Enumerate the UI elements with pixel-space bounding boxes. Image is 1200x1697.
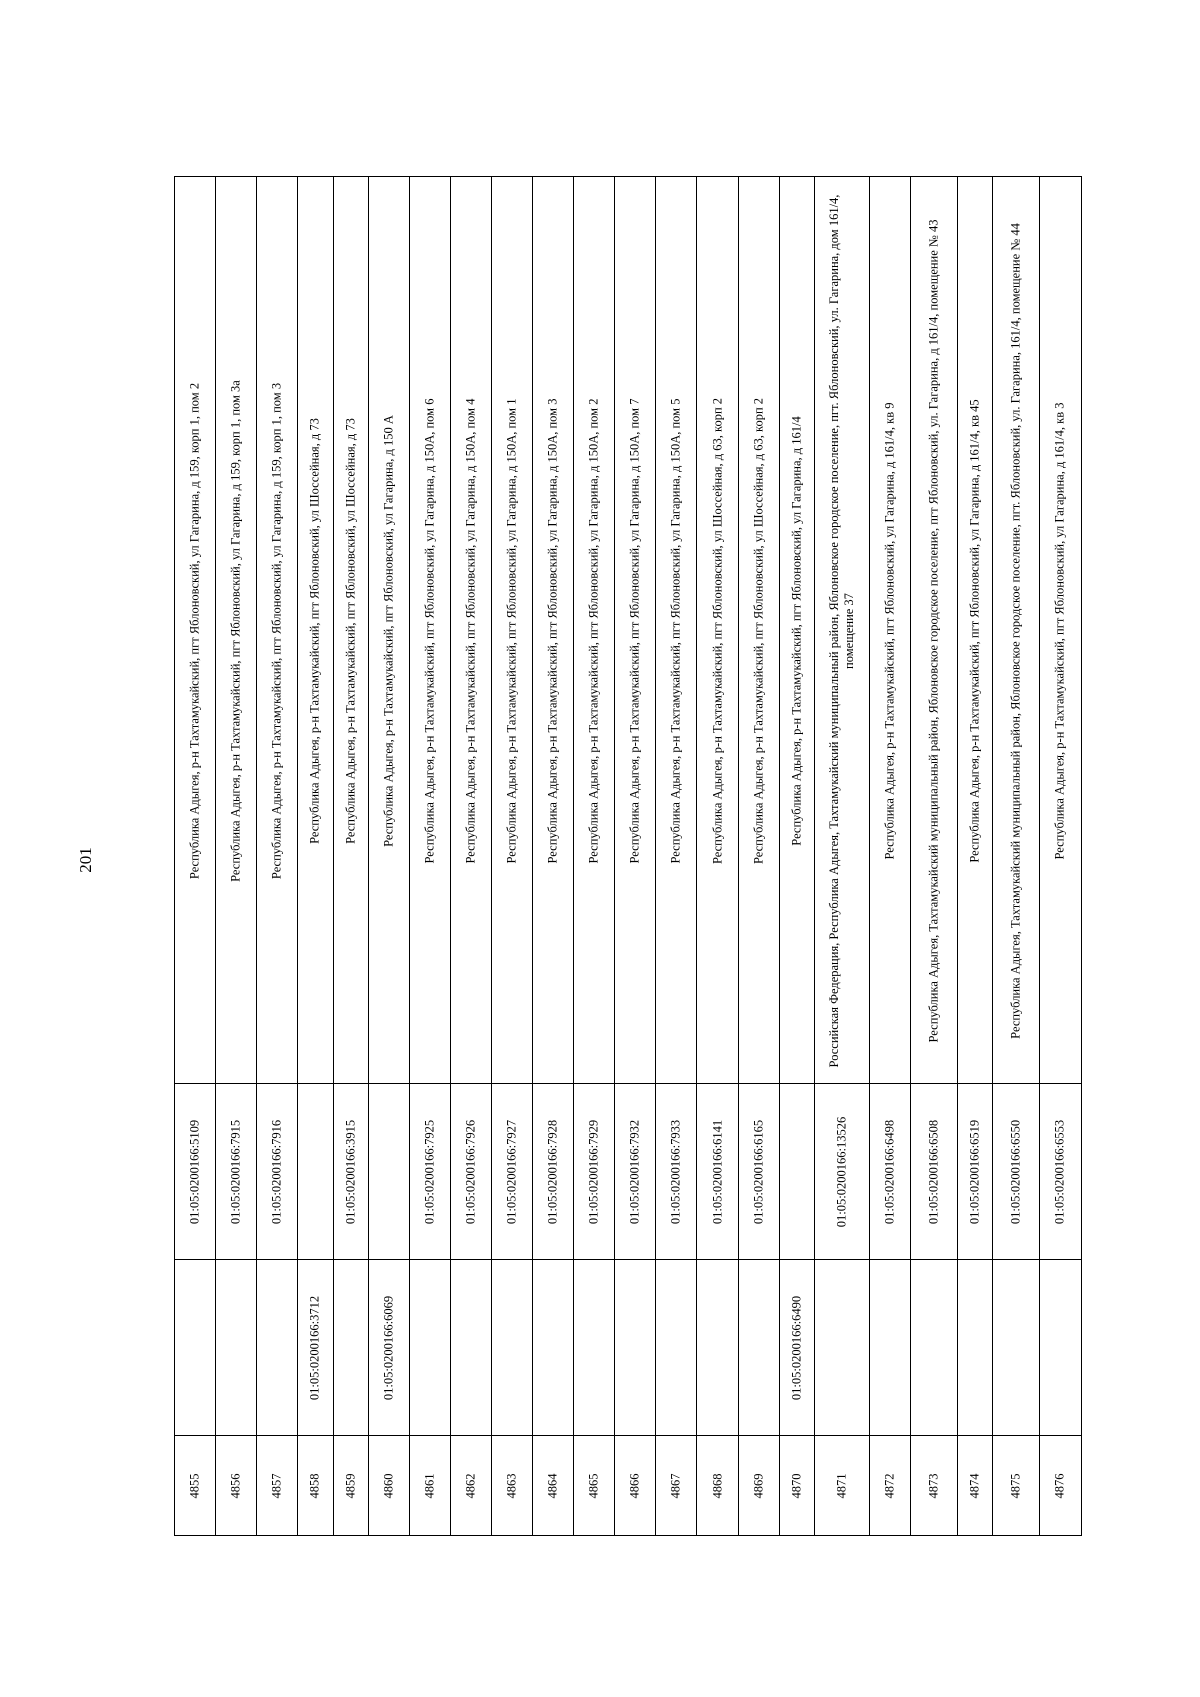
table-row xyxy=(257,177,298,1535)
cadastral-number-cell xyxy=(257,1083,297,1259)
cadastral-number-cell xyxy=(334,1083,368,1259)
cadastral-number-cell xyxy=(369,1083,409,1259)
address-cell-text: Республика Адыгея, Тахтамукайский муниципальный район, Яблоновское городское поселение, пгт Яблоновский, ул. Гагарина, д 161/4, помещение № 43 xyxy=(926,219,941,1043)
parent-cadastral-number-cell-text: 01:05:0200166:6069 xyxy=(381,1295,396,1400)
address-cell xyxy=(870,177,910,1085)
cadastral-number-cell-text: 01:05:0200166:6508 xyxy=(926,1119,941,1224)
cadastral-number-cell xyxy=(958,1083,992,1259)
row-number-cell-text: 4876 xyxy=(1052,1473,1067,1498)
address-cell xyxy=(958,177,992,1085)
row-number-cell xyxy=(257,1435,297,1535)
parent-cadastral-number-cell xyxy=(533,1259,573,1435)
cadastral-number-cell xyxy=(175,1083,215,1259)
address-cell-text: Республика Адыгея, р-н Тахтамукайский, пгт Яблоновский, ул Гагарина, д 150А, пом 3 xyxy=(545,398,560,864)
parent-cadastral-number-cell xyxy=(815,1259,869,1435)
row-number-cell xyxy=(739,1435,779,1535)
parent-cadastral-number-cell xyxy=(257,1259,297,1435)
address-cell-text: Республика Адыгея, р-н Тахтамукайский, пгт Яблоновский, ул Шоссейная, д 63, корп 2 xyxy=(751,397,766,865)
cadastral-number-cell-text: 01:05:0200166:6498 xyxy=(882,1119,897,1224)
table-row xyxy=(492,177,533,1535)
address-cell-text: Республика Адыгея, р-н Тахтамукайский, пгт Яблоновский, ул Гагарина, д 161/4, кв 9 xyxy=(882,402,897,860)
address-cell-text: Республика Адыгея, р-н Тахтамукайский, пгт Яблоновский, ул Гагарина, д 150А, пом 4 xyxy=(463,398,478,864)
cadastral-number-cell xyxy=(870,1083,910,1259)
address-cell xyxy=(175,177,215,1085)
address-cell xyxy=(815,177,869,1085)
address-cell xyxy=(216,177,256,1085)
row-number-cell xyxy=(216,1435,256,1535)
table-row xyxy=(451,177,492,1535)
cadastral-number-cell-text: 01:05:0200166:6550 xyxy=(1008,1119,1023,1224)
address-cell xyxy=(451,177,491,1085)
row-number-cell-text: 4871 xyxy=(834,1473,849,1498)
address-cell-text: Республика Адыгея, р-н Тахтамукайский, пгт Яблоновский, ул Шоссейная, д 63, корп 2 xyxy=(710,397,725,865)
row-number-cell xyxy=(175,1435,215,1535)
table-row xyxy=(739,177,780,1535)
row-number-cell-text: 4870 xyxy=(789,1473,804,1498)
row-number-cell xyxy=(1040,1435,1081,1535)
cadastral-number-cell-text: 01:05:0200166:5109 xyxy=(187,1119,202,1224)
table-row xyxy=(697,177,738,1535)
cadastral-number-cell-text: 01:05:0200166:7915 xyxy=(228,1119,243,1224)
row-number-cell-text: 4863 xyxy=(504,1473,519,1498)
row-number-cell xyxy=(369,1435,409,1535)
row-number-cell-text: 4874 xyxy=(967,1473,982,1498)
address-cell xyxy=(656,177,696,1085)
address-cell-text: Республика Адыгея, р-н Тахтамукайский, пгт Яблоновский, ул Гагарина, д 150 А xyxy=(381,415,396,847)
table-row xyxy=(993,177,1040,1535)
page-number xyxy=(66,840,106,880)
cadastral-number-cell xyxy=(656,1083,696,1259)
row-number-cell-text: 4862 xyxy=(463,1473,478,1498)
address-cell xyxy=(492,177,532,1085)
cadastral-number-cell xyxy=(615,1083,655,1259)
row-number-cell xyxy=(911,1435,957,1535)
row-number-cell xyxy=(533,1435,573,1535)
address-cell-text: Республика Адыгея, р-н Тахтамукайский, пгт Яблоновский, ул Гагарина, д 150А, пом 5 xyxy=(668,398,683,864)
parent-cadastral-number-cell xyxy=(615,1259,655,1435)
cadastral-number-cell-text: 01:05:0200166:7916 xyxy=(269,1119,284,1224)
parent-cadastral-number-cell xyxy=(298,1259,332,1435)
cadastral-number-cell-text: 01:05:0200166:7932 xyxy=(627,1119,642,1224)
parent-cadastral-number-cell xyxy=(993,1259,1039,1435)
cadastral-number-cell xyxy=(911,1083,957,1259)
cadastral-number-cell-text: 01:05:0200166:7929 xyxy=(586,1119,601,1224)
row-number-cell-text: 4857 xyxy=(269,1473,284,1498)
row-number-cell xyxy=(451,1435,491,1535)
address-cell xyxy=(739,177,779,1085)
cadastral-number-cell-text: 01:05:0200166:6519 xyxy=(967,1119,982,1224)
table-row xyxy=(656,177,697,1535)
address-cell-text: Республика Адыгея, р-н Тахтамукайский, пгт Яблоновский, ул Шоссейная, д 73 xyxy=(307,418,322,844)
row-number-cell-text: 4859 xyxy=(343,1473,358,1498)
table-row xyxy=(958,177,993,1535)
row-number-cell xyxy=(958,1435,992,1535)
address-cell xyxy=(369,177,409,1085)
table-row xyxy=(369,177,410,1535)
parent-cadastral-number-cell xyxy=(911,1259,957,1435)
row-number-cell-text: 4868 xyxy=(710,1473,725,1498)
cadastral-number-cell xyxy=(216,1083,256,1259)
parent-cadastral-number-cell xyxy=(958,1259,992,1435)
cadastral-number-cell-text: 01:05:0200166:7926 xyxy=(463,1119,478,1224)
address-cell-text: Республика Адыгея, р-н Тахтамукайский, пгт Яблоновский, ул Гагарина, д 161/4, кв 45 xyxy=(967,399,982,863)
address-cell-text: Республика Адыгея, р-н Тахтамукайский, пгт Яблоновский, ул Шоссейная, д 73 xyxy=(343,418,358,844)
cadastral-number-cell-text: 01:05:0200166:6165 xyxy=(751,1119,766,1224)
page-number-text: 201 xyxy=(76,847,95,873)
parent-cadastral-number-cell xyxy=(780,1259,814,1435)
cadastral-number-cell xyxy=(533,1083,573,1259)
row-number-cell-text: 4867 xyxy=(668,1473,683,1498)
row-number-cell-text: 4856 xyxy=(228,1473,243,1498)
address-cell xyxy=(1040,177,1081,1085)
table-row xyxy=(780,177,815,1535)
address-cell xyxy=(993,177,1039,1085)
parent-cadastral-number-cell-text: 01:05:0200166:6490 xyxy=(789,1295,804,1400)
address-cell-text: Республика Адыгея, р-н Тахтамукайский, пгт Яблоновский, ул Гагарина, д 150А, пом 7 xyxy=(627,398,642,864)
parent-cadastral-number-cell xyxy=(870,1259,910,1435)
cadastral-number-cell xyxy=(574,1083,614,1259)
row-number-cell-text: 4861 xyxy=(422,1473,437,1498)
address-cell-text: Республика Адыгея, р-н Тахтамукайский, пгт Яблоновский, ул Гагарина, д 159, корп 1, пом 2 xyxy=(187,382,202,880)
parent-cadastral-number-cell xyxy=(656,1259,696,1435)
address-cell xyxy=(298,177,332,1085)
row-number-cell-text: 4875 xyxy=(1008,1473,1023,1498)
address-cell xyxy=(410,177,450,1085)
cadastral-number-cell-text: 01:05:0200166:7925 xyxy=(422,1119,437,1224)
row-number-cell-text: 4865 xyxy=(586,1473,601,1498)
row-number-cell xyxy=(334,1435,368,1535)
row-number-cell-text: 4858 xyxy=(307,1473,322,1498)
table-row xyxy=(334,177,369,1535)
cadastral-number-cell xyxy=(993,1083,1039,1259)
row-number-cell-text: 4869 xyxy=(751,1473,766,1498)
parent-cadastral-number-cell xyxy=(175,1259,215,1435)
address-cell xyxy=(615,177,655,1085)
table-row xyxy=(615,177,656,1535)
table-row xyxy=(1040,177,1081,1535)
address-cell-text: Республика Адыгея, р-н Тахтамукайский, пгт Яблоновский, ул Гагарина, д 159, корп 1, пом 3а xyxy=(228,380,243,882)
cadastral-number-cell-text: 01:05:0200166:7927 xyxy=(504,1119,519,1224)
row-number-cell-text: 4873 xyxy=(926,1473,941,1498)
cadastral-number-cell xyxy=(780,1083,814,1259)
row-number-cell-text: 4872 xyxy=(882,1473,897,1498)
parent-cadastral-number-cell xyxy=(574,1259,614,1435)
cadastral-number-cell xyxy=(815,1083,869,1259)
parent-cadastral-number-cell xyxy=(334,1259,368,1435)
row-number-cell xyxy=(815,1435,869,1535)
row-number-cell xyxy=(656,1435,696,1535)
cadastral-number-cell-text: 01:05:0200166:7933 xyxy=(668,1119,683,1224)
table-row xyxy=(410,177,451,1535)
address-cell-text: Республика Адыгея, р-н Тахтамукайский, пгт Яблоновский, ул Гагарина, д 161/4, кв 3 xyxy=(1052,402,1067,860)
row-number-cell-text: 4855 xyxy=(187,1473,202,1498)
cadastral-number-cell-text: 01:05:0200166:6141 xyxy=(710,1119,725,1224)
table-row xyxy=(815,177,870,1535)
table-row xyxy=(870,177,911,1535)
address-cell xyxy=(257,177,297,1085)
table-row xyxy=(911,177,958,1535)
address-cell-text: Республика Адыгея, Тахтамукайский муниципальный район, Яблоновское городское поселение, пгт. Яблоновский, ул. Гагарина, 161/4, помещение № 44 xyxy=(1008,223,1023,1039)
row-number-cell-text: 4864 xyxy=(545,1473,560,1498)
parent-cadastral-number-cell xyxy=(216,1259,256,1435)
parent-cadastral-number-cell xyxy=(410,1259,450,1435)
cadastral-number-cell xyxy=(410,1083,450,1259)
address-cell-text: Республика Адыгея, р-н Тахтамукайский, пгт Яблоновский, ул Гагарина, д 150А, пом 2 xyxy=(586,398,601,864)
parent-cadastral-number-cell xyxy=(739,1259,779,1435)
row-number-cell xyxy=(298,1435,332,1535)
address-cell-text: Российская Федерация, Республика Адыгея, Тахтамукайский муниципальный район, Яблоновское городское поселение, пгт. Яблоновский, ул. Гагарина, дом 161/4, помещение 37 xyxy=(826,194,856,1068)
parent-cadastral-number-cell xyxy=(697,1259,737,1435)
cadastral-number-cell xyxy=(492,1083,532,1259)
parent-cadastral-number-cell xyxy=(1040,1259,1081,1435)
address-cell xyxy=(697,177,737,1085)
address-cell xyxy=(911,177,957,1085)
address-cell xyxy=(533,177,573,1085)
table-row xyxy=(533,177,574,1535)
cadastral-number-cell-text: 01:05:0200166:6553 xyxy=(1052,1119,1067,1224)
row-number-cell-text: 4866 xyxy=(627,1473,642,1498)
cadastral-number-cell xyxy=(451,1083,491,1259)
address-cell-text: Республика Адыгея, р-н Тахтамукайский, пгт Яблоновский, ул Гагарина, д 159, корп 1, пом 3 xyxy=(269,382,284,880)
row-number-cell xyxy=(993,1435,1039,1535)
parent-cadastral-number-cell xyxy=(492,1259,532,1435)
parent-cadastral-number-cell xyxy=(451,1259,491,1435)
cadastral-number-cell-text: 01:05:0200166:3915 xyxy=(343,1119,358,1224)
row-number-cell xyxy=(410,1435,450,1535)
parent-cadastral-number-cell-text: 01:05:0200166:3712 xyxy=(307,1295,322,1400)
table-row xyxy=(216,177,257,1535)
row-number-cell xyxy=(615,1435,655,1535)
cadastral-number-cell xyxy=(739,1083,779,1259)
table-row xyxy=(298,177,333,1535)
table-row xyxy=(574,177,615,1535)
address-cell-text: Республика Адыгея, р-н Тахтамукайский, пгт Яблоновский, ул Гагарина, д 161/4 xyxy=(789,416,804,846)
row-number-cell xyxy=(870,1435,910,1535)
parent-cadastral-number-cell xyxy=(369,1259,409,1435)
table-row xyxy=(175,177,216,1535)
address-cell xyxy=(574,177,614,1085)
address-cell-text: Республика Адыгея, р-н Тахтамукайский, пгт Яблоновский, ул Гагарина, д 150А, пом 6 xyxy=(422,398,437,864)
cadastral-number-cell xyxy=(1040,1083,1081,1259)
row-number-cell xyxy=(697,1435,737,1535)
address-cell xyxy=(780,177,814,1085)
row-number-cell xyxy=(492,1435,532,1535)
row-number-cell-text: 4860 xyxy=(381,1473,396,1498)
cadastral-number-cell xyxy=(298,1083,332,1259)
cadastral-number-cell-text: 01:05:0200166:13526 xyxy=(834,1116,849,1227)
cadastral-number-cell xyxy=(697,1083,737,1259)
address-cell xyxy=(334,177,368,1085)
row-number-cell xyxy=(574,1435,614,1535)
address-cell-text: Республика Адыгея, р-н Тахтамукайский, пгт Яблоновский, ул Гагарина, д 150А, пом 1 xyxy=(504,398,519,864)
address-table xyxy=(174,176,1082,1536)
row-number-cell xyxy=(780,1435,814,1535)
cadastral-number-cell-text: 01:05:0200166:7928 xyxy=(545,1119,560,1224)
